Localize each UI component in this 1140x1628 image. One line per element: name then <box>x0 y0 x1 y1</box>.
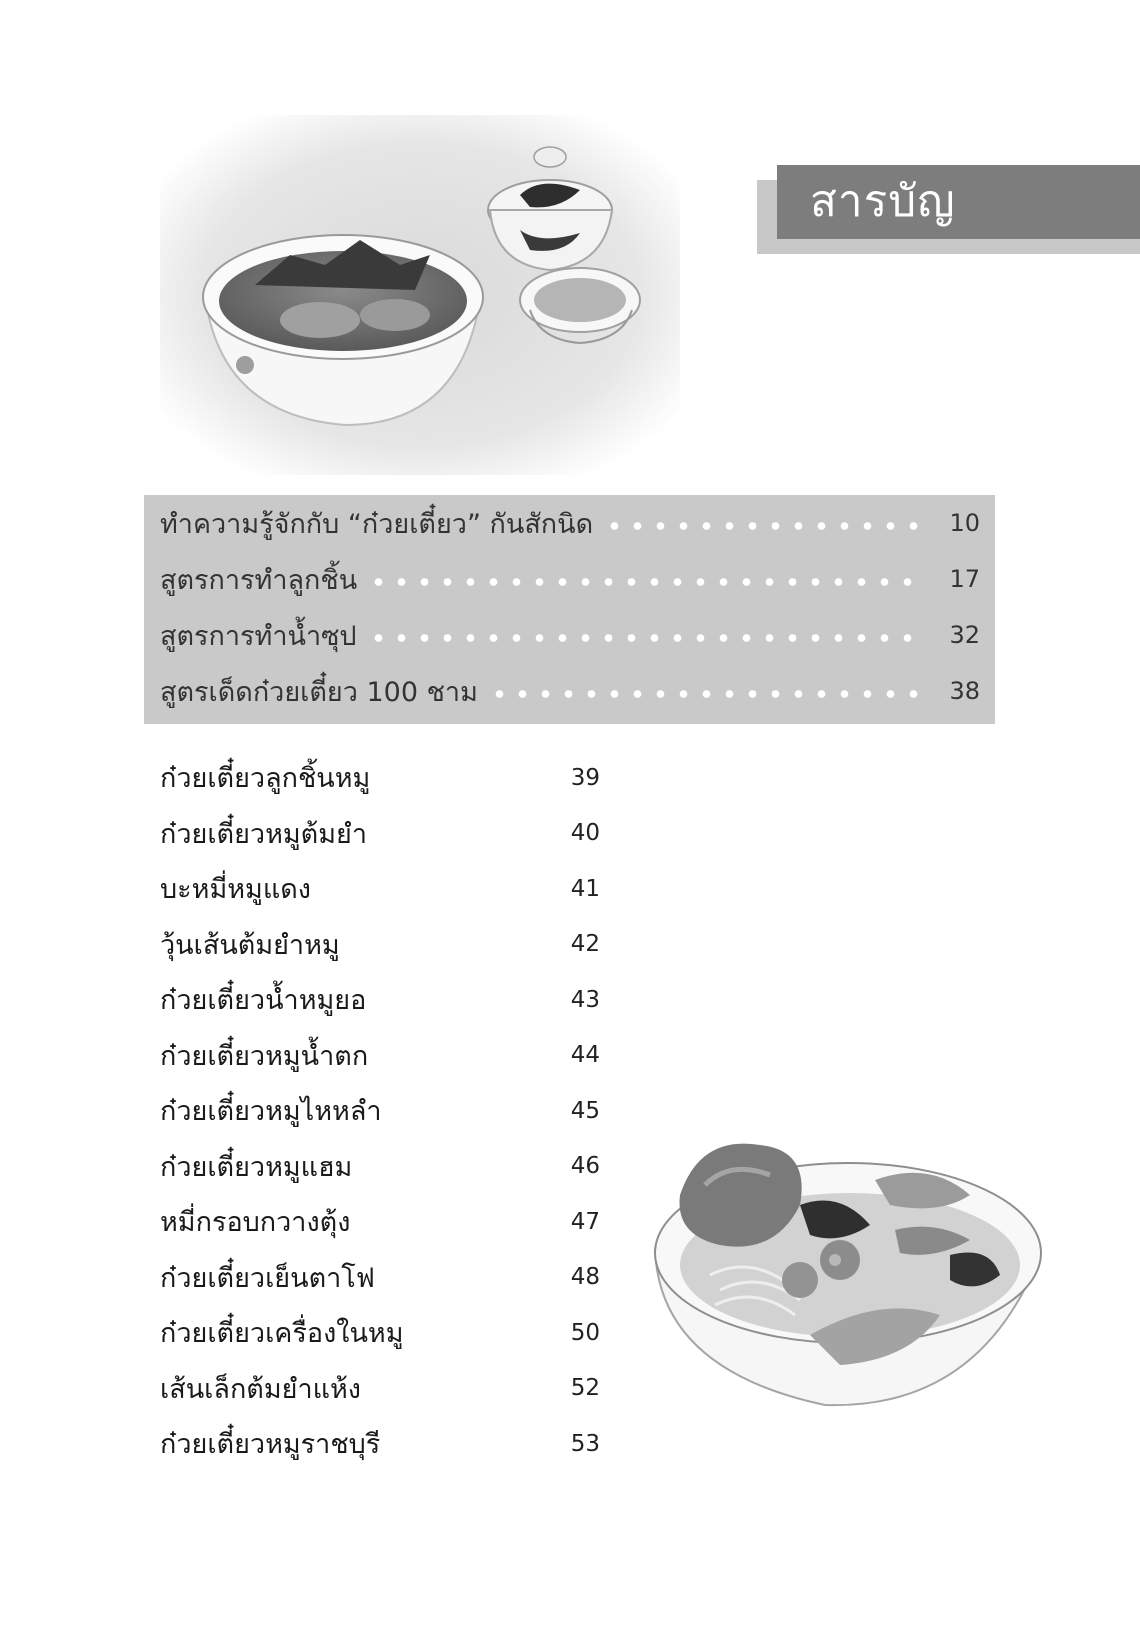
toc-row-title: สูตรการทำน้ำซุป <box>160 620 357 652</box>
recipe-page: 43 <box>570 986 600 1013</box>
toc-row[interactable] <box>160 495 980 551</box>
toc-row-title: ทำความรู้จักกับ “ก๋วยเตี๋ยว” กันสักนิด <box>160 508 594 540</box>
recipe-list <box>160 750 600 1472</box>
page-title: สารบัญ <box>810 176 956 227</box>
list-item[interactable] <box>160 1416 600 1472</box>
recipe-title: ก๋วยเตี๋ยวหมูน้ำตก <box>160 1040 369 1072</box>
recipe-page: 50 <box>570 1319 600 1346</box>
recipe-page: 41 <box>570 875 600 902</box>
list-item[interactable] <box>160 917 600 973</box>
list-item[interactable] <box>160 806 600 862</box>
recipe-page: 45 <box>570 1097 600 1124</box>
dot-leader <box>603 522 922 530</box>
recipe-title: วุ้นเส้นต้มยำหมู <box>160 929 340 961</box>
toc-row-page: 32 <box>949 621 980 649</box>
dot-leader <box>367 634 922 642</box>
recipe-page: 47 <box>570 1208 600 1235</box>
toc-row[interactable] <box>160 551 980 607</box>
list-item[interactable] <box>160 1305 600 1361</box>
list-item[interactable] <box>160 861 600 917</box>
toc-row-page: 38 <box>949 677 980 705</box>
recipe-title: บะหมี่หมูแดง <box>160 874 311 906</box>
recipe-title: ก๋วยเตี๋ยวน้ำหมูยอ <box>160 985 367 1017</box>
recipe-title: ก๋วยเตี๋ยวหมูราชบุรี <box>160 1429 381 1461</box>
toc-row[interactable] <box>160 607 980 663</box>
toc-sections-box <box>144 495 995 724</box>
recipe-page: 40 <box>570 820 600 847</box>
list-item[interactable] <box>160 972 600 1028</box>
list-item[interactable] <box>160 1194 600 1250</box>
toc-row-page: 10 <box>949 509 980 537</box>
list-item[interactable] <box>160 1139 600 1195</box>
toc-row-title: สูตรการทำลูกชิ้น <box>160 564 358 596</box>
noodle-bowl-meatballs-photo <box>650 1135 1050 1435</box>
recipe-page: 46 <box>570 1153 600 1180</box>
toc-row[interactable] <box>160 663 980 719</box>
recipe-title: ก๋วยเตี๋ยวเครื่องในหมู <box>160 1318 404 1350</box>
list-item[interactable] <box>160 1361 600 1417</box>
noodle-bowl-photo <box>160 115 680 475</box>
list-item[interactable] <box>160 750 600 806</box>
recipe-page: 52 <box>570 1375 600 1402</box>
list-item[interactable] <box>160 1028 600 1084</box>
recipe-title: หมี่กรอบกวางตุ้ง <box>160 1207 351 1239</box>
recipe-title: ก๋วยเตี๋ยวเย็นตาโฟ <box>160 1262 375 1294</box>
recipe-page: 53 <box>570 1430 600 1457</box>
recipe-title: ก๋วยเตี๋ยวหมูแฮม <box>160 1151 353 1183</box>
list-item[interactable] <box>160 1083 600 1139</box>
recipe-title: เส้นเล็กต้มยำแห้ง <box>160 1373 361 1405</box>
recipe-page: 42 <box>570 931 600 958</box>
toc-row-page: 17 <box>949 565 980 593</box>
title-banner <box>777 165 1140 239</box>
recipe-page: 39 <box>570 764 600 791</box>
list-item[interactable] <box>160 1250 600 1306</box>
recipe-title: ก๋วยเตี๋ยวหมูไหหลำ <box>160 1096 382 1128</box>
recipe-title: ก๋วยเตี๋ยวลูกชิ้นหมู <box>160 763 371 795</box>
recipe-title: ก๋วยเตี๋ยวหมูต้มยำ <box>160 818 367 850</box>
recipe-page: 44 <box>570 1042 600 1069</box>
dot-leader <box>488 690 922 698</box>
recipe-page: 48 <box>570 1264 600 1291</box>
toc-row-title: สูตรเด็ดก๋วยเตี๋ยว 100 ชาม <box>160 676 478 708</box>
dot-leader <box>367 578 922 586</box>
